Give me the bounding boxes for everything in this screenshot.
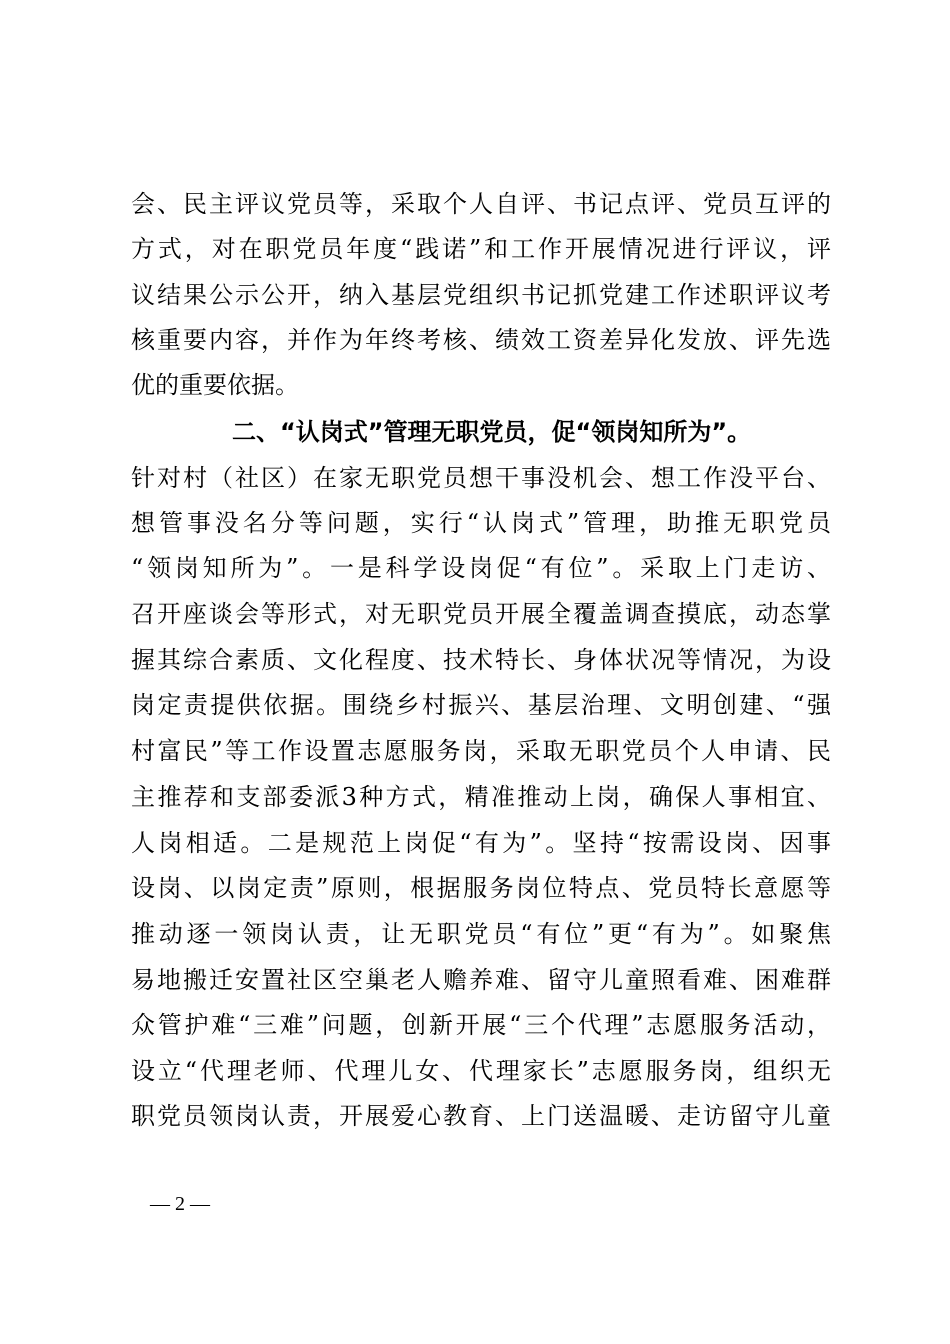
text-line: 人岗相适。二是规范上岗促“有为”。坚持“按需设岗、因事 (131, 829, 831, 857)
text-line: 方式，对在职党员年度“践诺”和工作开展情况进行评议，评 (131, 235, 831, 263)
text-line: 岗定责提供依据。围绕乡村振兴、基层治理、文明创建、“强 (131, 691, 831, 719)
text-line: 易地搬迁安置社区空巢老人赡养难、留守儿童照看难、困难群 (131, 966, 831, 994)
text-line: 想管事没名分等问题，实行“认岗式”管理，助推无职党员 (131, 509, 831, 537)
text-line: 握其综合素质、文化程度、技术特长、身体状况等情况，为设 (131, 646, 831, 674)
text-line: 议结果公示公开，纳入基层党组织书记抓党建工作述职评议考 (131, 281, 831, 309)
text-line: 村富民”等工作设置志愿服务岗，采取无职党员个人申请、民 (131, 737, 831, 765)
text-line: “领岗知所为”。一是科学设岗促“有位”。采取上门走访、 (131, 554, 831, 582)
text-line: 设立“代理老师、代理儿女、代理家长”志愿服务岗，组织无 (131, 1057, 831, 1085)
text-line: 针对村（社区）在家无职党员想干事没机会、想工作没平台、 (131, 464, 831, 492)
text-line: 众管护难“三难”问题，创新开展“三个代理”志愿服务活动， (131, 1011, 831, 1039)
text-line: 设岗、以岗定责”原则，根据服务岗位特点、党员特长意愿等 (131, 874, 831, 902)
text-line: 推动逐一领岗认责，让无职党员“有位”更“有为”。如聚焦 (131, 920, 831, 948)
text-line: 主推荐和支部委派3种方式，精准推动上岗，确保人事相宜、 (131, 783, 831, 811)
text-line: 优的重要依据。 (131, 371, 299, 399)
page-number: — 2 — (150, 1193, 210, 1215)
section-heading: 二、“认岗式”管理无职党员，促“领岗知所为”。 (232, 418, 752, 446)
text-line: 职党员领岗认责，开展爱心教育、上门送温暖、走访留守儿童 (131, 1102, 831, 1130)
text-line: 核重要内容，并作为年终考核、绩效工资差异化发放、评先选 (131, 326, 831, 354)
text-line: 会、民主评议党员等，采取个人自评、书记点评、党员互评的 (131, 190, 831, 218)
text-line: 召开座谈会等形式，对无职党员开展全覆盖调查摸底，动态掌 (131, 600, 831, 628)
